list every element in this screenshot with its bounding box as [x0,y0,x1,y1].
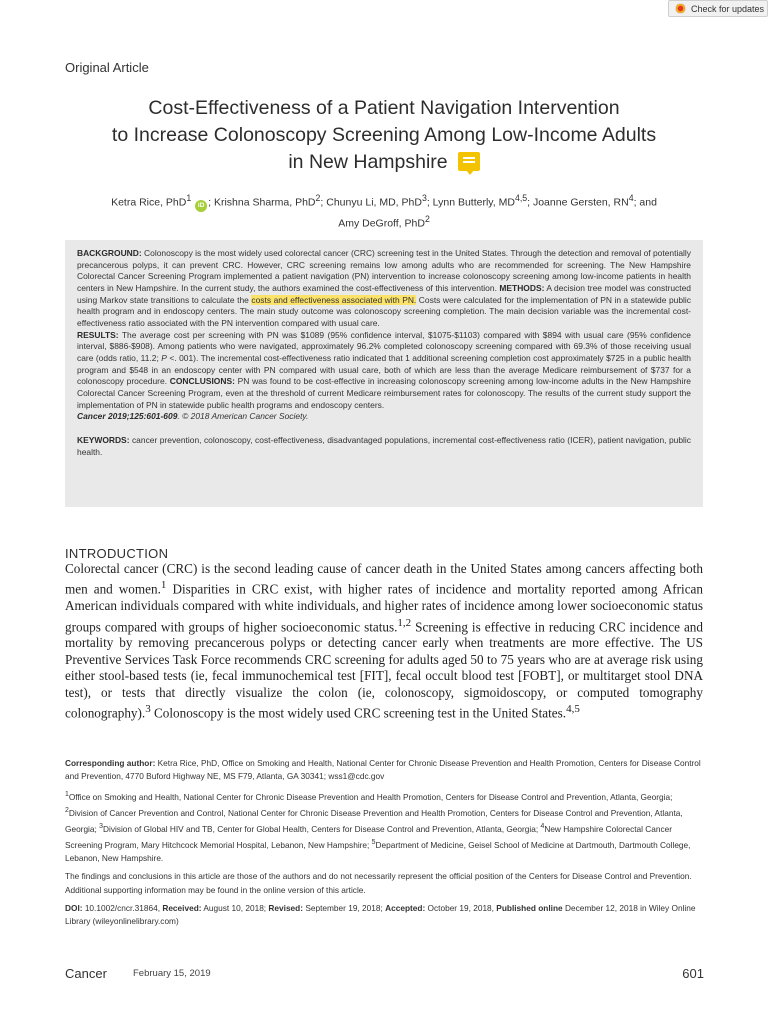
article-title [60,95,708,176]
author-name: Ketra Rice, PhD [111,196,187,209]
affiliation-mark: 3 [99,823,103,831]
body-text: Colonoscopy is the most widely used CRC screening test in the United States. [150,705,567,721]
corresponding-author-label: Corresponding author: [65,758,156,768]
affiliation-text: Division of Global HIV and TB, Center for Global Health, Centers for Disease Control and Prevention, Atlanta, Georgia; [102,824,541,835]
keywords-text: cancer prevention, colonoscopy, cost-effectiveness, disadvantaged populations, incremental cost-effectiveness ratio (ICER), patient navigation, public health. [77,434,691,457]
abstract-text [77,248,691,423]
author-name: ; Joanne Gersten, RN [527,196,629,209]
author-name: ; Chunyu Li, MD, PhD [320,196,422,209]
doi-text[interactable]: 10.1002/cncr.31864, [82,902,163,913]
comment-icon[interactable] [458,152,480,171]
published-date: December 12, 2018 in Wiley Online Library (wileyonlinelibrary.com) [65,902,696,927]
background-label: BACKGROUND: [77,248,142,258]
author-name: Amy DeGroff, PhD [338,217,425,229]
title-line: Cost-Effectiveness of a Patient Navigation Intervention [148,97,620,119]
author-name: ; Krishna Sharma, PhD [208,196,316,209]
conclusions-label: CONCLUSIONS: [169,376,235,387]
author-affiliation-mark: 4 [628,193,634,203]
citation-ref[interactable]: 1 [160,579,167,592]
author-affiliation-mark: 2 [424,213,430,224]
affiliation-text: Office on Smoking and Health, National Center for Chronic Disease Prevention and Health Promotion, Centers for Disease Control and Prevention, Atlanta, Georgia; [68,792,673,803]
author-affiliation-mark: 2 [315,193,321,203]
accepted-label: Accepted: [385,902,426,913]
revised-date: September 19, 2018; [303,902,386,913]
methods-label: METHODS: [499,282,545,293]
received-label: Received: [162,902,202,913]
affiliation-mark: 1 [65,791,69,799]
author-affiliation-mark: 1 [186,193,192,203]
orcid-icon[interactable]: iD [195,200,207,212]
background-text: Colonoscopy is the most widely used colorectal cancer (CRC) screening test in the United States. Through the detection and removal of potentially precancerous polyps, it can prevent CRC. However, CRC screening remains low among adults who are recommended for screening. The New Hampshire Colorectal Cancer Screening Program implemented a patient navigation (PN) intervention to increase colonoscopy screening among low-income patients in health centers in New Hampshire. In the current study, the authors examined the cost-effectiveness of this intervention. [77,248,691,293]
footer-issue-date: February 15, 2019 [133,968,211,979]
copyright-notice: . © 2018 American Cancer Society. [177,411,309,422]
methods-text: Costs were calculated for the implementation of PN in a statewide public health program and in endoscopy centers. The main study outcome was colonoscopy screening completion. The main decision variable was the incremental cost-effectiveness ratio associated with the PN intervention compared with usual care. [77,294,691,328]
footer-journal-name: Cancer [65,966,107,981]
section-heading: INTRODUCTION [65,546,169,561]
body-text: Screening is effective in reducing CRC incidence and mortality by removing precancerous polyps or detecting cancer early when treatments are more effective. The US Preventive Services Task Force recommends CRC screening for adults aged 50 to 75 years who are at average risk using either stool-based tests (ie, fecal immunochemical test [FIT], fecal occult blood test [FOBT], or multitarget stool DNA test), or tests that directly visualize the colon (ie, colonoscopy, sigmoidoscopy, or computed tomography colonography). [65,619,703,721]
publication-history [65,902,705,928]
journal-citation: Cancer 2019;125:601-609 [77,411,178,422]
author-affiliation-mark: 3 [421,193,427,203]
page-number: 601 [682,966,704,981]
citation-ref[interactable]: 4,5 [566,703,580,716]
affiliation-text: Department of Medicine, Geisel School of Medicine at Dartmouth, Dartmouth College, Lebanon, New Hampshire. [65,840,691,864]
affiliation-text: Division of Cancer Prevention and Control, National Center for Chronic Disease Prevention and Health Promotion, Centers for Disease Control and Prevention, Atlanta, Georgia; [65,808,683,835]
article-type: Original Article [65,60,149,75]
abstract-box [65,240,703,507]
accepted-date: October 19, 2018, [425,902,497,913]
title-line-text: in New Hampshire [288,151,448,173]
corresponding-author-text: Ketra Rice, PhD, Office on Smoking and Health, National Center for Chronic Disease Prevention and Health Promotion, Centers for Disease Control and Prevention, 4770 Buford Highway NE, MS F79, Atlanta, GA 30341; wss1@cdc.gov [65,758,701,782]
received-date: August 10, 2018; [201,902,269,913]
check-for-updates-label: Check for updates [691,3,765,14]
keywords [77,435,691,458]
body-text: Disparities in CRC exist, with higher rates of incidence and mortality reported among African American individuals compared with white individuals, and higher rates of incidence among lower socioeconomic status groups compared with groups of higher socioeconomic status. [65,581,703,634]
crossmark-icon [675,3,686,14]
published-label: Published online [496,902,563,913]
supporting-info: Additional supporting information may be found in the online version of this article. [65,884,366,895]
citation-ref[interactable]: 3 [145,703,151,716]
corresponding-author [65,757,705,783]
keywords-label: KEYWORDS: [77,434,130,445]
conclusions-text: PN was found to be cost-effective in increasing colonoscopy screening among low-income adults in the New Hampshire Colorectal Cancer Screening Program, even at the threshold of current Medicare reimbursement rates for colonoscopy. The results of the current study support the implementation of PN in statewide public health programs and endoscopy centers. [77,376,691,410]
affiliation-mark: 5 [371,839,376,847]
results-text: The average cost per screening with PN was $1089 (95% confidence interval, $1075-$1103) compared with $894 with usual care (95% confidence interval, $886-$908). Among patients who were navigated, approximately 96.2% completed colonoscopy screening compared with 69.3% of those receiving usual care (odds ratio, 11.2; [77,329,691,363]
p-value-symbol: P [161,352,167,363]
body-text: Colorectal cancer (CRC) is the second leading cause of cancer death in the United States among cancers affecting both men and women. [65,561,703,597]
title-line [60,149,708,176]
check-for-updates-button[interactable] [668,0,768,17]
citation-ref[interactable]: 1,2 [397,616,412,629]
doi-label: DOI: [65,902,83,913]
methods-text: A decision tree model was constructed using Markov state transitions to calculate the [77,282,692,305]
revised-label: Revised: [268,902,304,913]
highlighted-text[interactable]: costs and effectiveness associated with PN. [251,294,417,305]
affiliations [65,788,705,865]
author-affiliation-mark: 4,5 [514,193,528,203]
disclaimer: The findings and conclusions in this article are those of the authors and do not necessarily represent the official position of the Centers for Disease Control and Prevention. [65,871,692,882]
author-name: ; Lynn Butterly, MD [426,196,515,209]
affiliation-text: New Hampshire Colorectal Cancer Screening Program, Mary Hitchcock Memorial Hospital, Lebanon, New Hampshire; [65,824,673,851]
title-line: to Increase Colonoscopy Screening Among Low-Income Adults [111,124,657,146]
affiliation-mark: 4 [540,823,545,831]
affiliation-mark: 2 [65,807,69,815]
author-connector: ; and [633,196,657,209]
results-label: RESULTS: [77,329,119,340]
results-text: <. 001). The incremental cost-effectiveness ratio indicated that 1 additional screening completion cost approximately $725 in a public health program and $548 in an endoscopy center with PN compared with usual care, both of which are less than the average Medicare reimbursement of $737 for a colonoscopy procedure. [77,352,691,387]
author-list [70,191,698,232]
introduction-paragraph [65,561,703,722]
footnotes [65,757,705,933]
